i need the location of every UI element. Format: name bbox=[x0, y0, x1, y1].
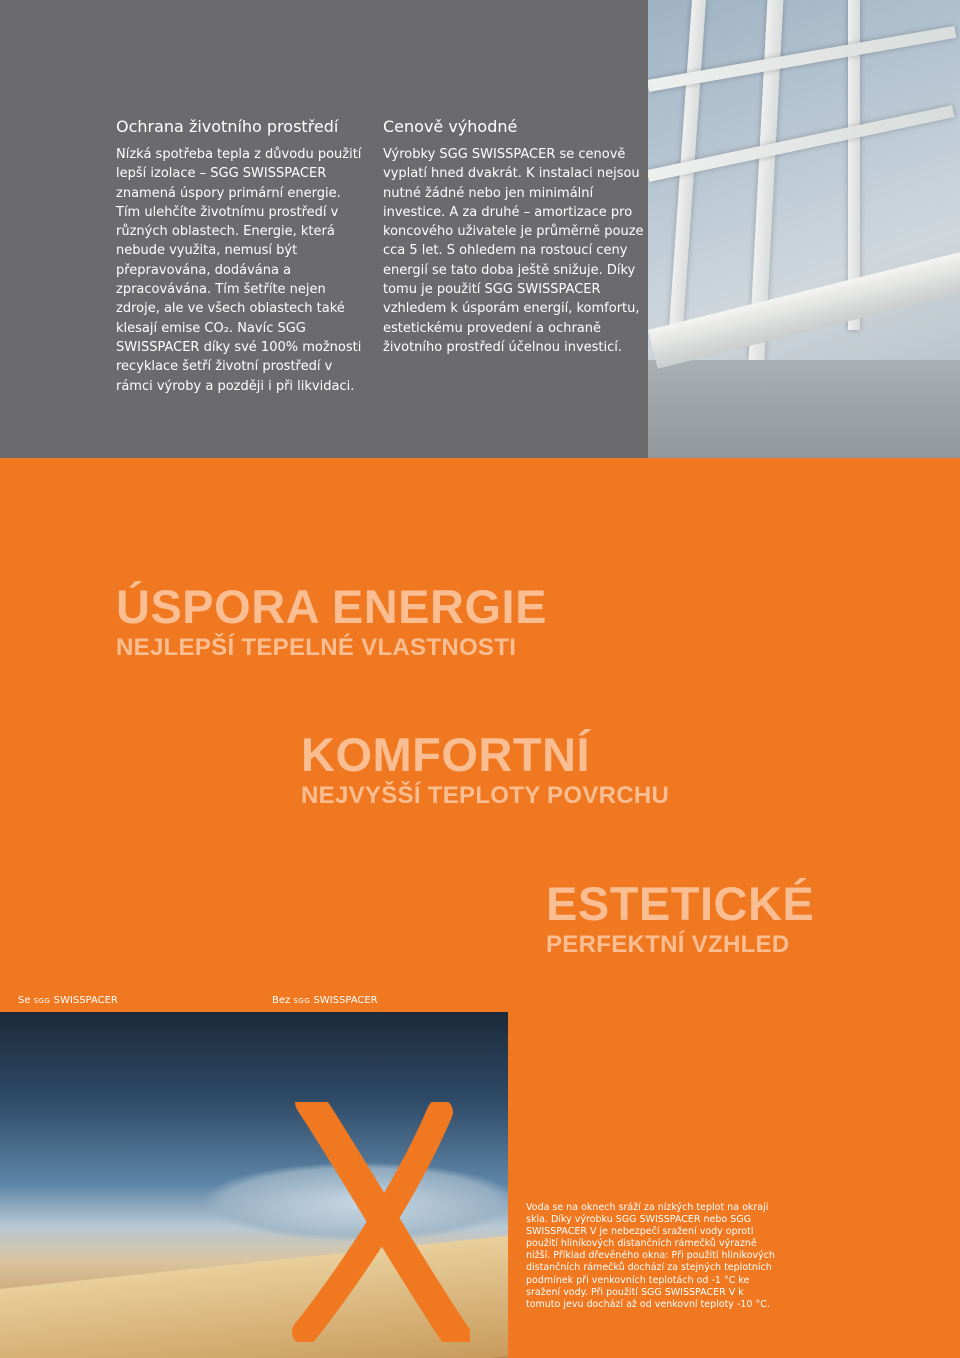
environment-heading: Ochrana životního prostředí bbox=[116, 117, 339, 136]
window-photo bbox=[648, 0, 960, 458]
price-text: Výrobky SGG SWISSPACER se cenově vyplatí hned dvakrát. K instalaci nejsou nutné žádné nebo jen minimální investice. A za druhé – amortizace pro koncového uživatele je průměrně pouze cca 5 let. S ohledem na rostoucí ceny energií se tato doba ještě snižuje. Díky tomu je použití SGG SWISSPACER vzhledem k úsporám energií, komfortu, estetickému provedení a ochraně životního prostředí účelnou investicí. bbox=[383, 147, 644, 355]
caption-with-swisspacer: Se SGG SWISSPACER bbox=[18, 995, 118, 1006]
cross-mark-icon bbox=[290, 1102, 470, 1342]
price-heading: Cenově výhodné bbox=[383, 117, 518, 136]
claim-title: ÚSPORA ENERGIE bbox=[116, 580, 547, 633]
claim-subtitle: NEJVYŠŠÍ TEPLOTY POVRCHU bbox=[301, 782, 670, 809]
condensation-photo bbox=[0, 1012, 508, 1358]
claim-subtitle: PERFEKTNÍ VZHLED bbox=[546, 931, 790, 958]
caption-without-swisspacer: Bez SGG SWISSPACER bbox=[272, 995, 378, 1006]
note-text: Voda se na oknech sráží za nízkých teplot na okraji skla. Díky výrobku SGG SWISSPACER nebo SGG SWISSPACER V je nebezpečí sražení vody oproti použití hliníkových distančních rámečků výrazně nižší. Příklad dřevěného okna: Při použití hliníkových distančních rámečků dochází za stejných teplotních podmínek při venkovních teplotách od -1 °C ke sražení vody. Při použití SGG SWISSPACER V k tomuto jevu dochází až od venkovní teploty -10 °C. bbox=[526, 1202, 775, 1310]
claim-title: ESTETICKÉ bbox=[546, 877, 815, 930]
claim-title: KOMFORTNÍ bbox=[301, 728, 591, 781]
environment-column bbox=[116, 117, 366, 396]
claim-aesthetic bbox=[546, 877, 815, 958]
claim-subtitle: NEJLEPŠÍ TEPELNÉ VLASTNOSTI bbox=[116, 634, 517, 661]
claim-comfort bbox=[301, 728, 670, 809]
condensation-note bbox=[526, 1202, 776, 1311]
claim-energy-saving bbox=[116, 580, 547, 661]
price-column bbox=[383, 117, 645, 357]
environment-text: Nízká spotřeba tepla z důvodu použití lepší izolace – SGG SWISSPACER znamená úspory primární energie. Tím ulehčíte životnímu prostředí v různých oblastech. Energie, která nebude využita, nemusí být přepravována, dodávána a zpracovávána. Tím šetříte nejen zdroje, ale ve všech oblastech také klesají emise CO₂. Navíc SGG SWISSPACER díky své 100% možnosti recyklace šetří životní prostředí v rámci výroby a později i při likvidaci. bbox=[116, 147, 362, 394]
